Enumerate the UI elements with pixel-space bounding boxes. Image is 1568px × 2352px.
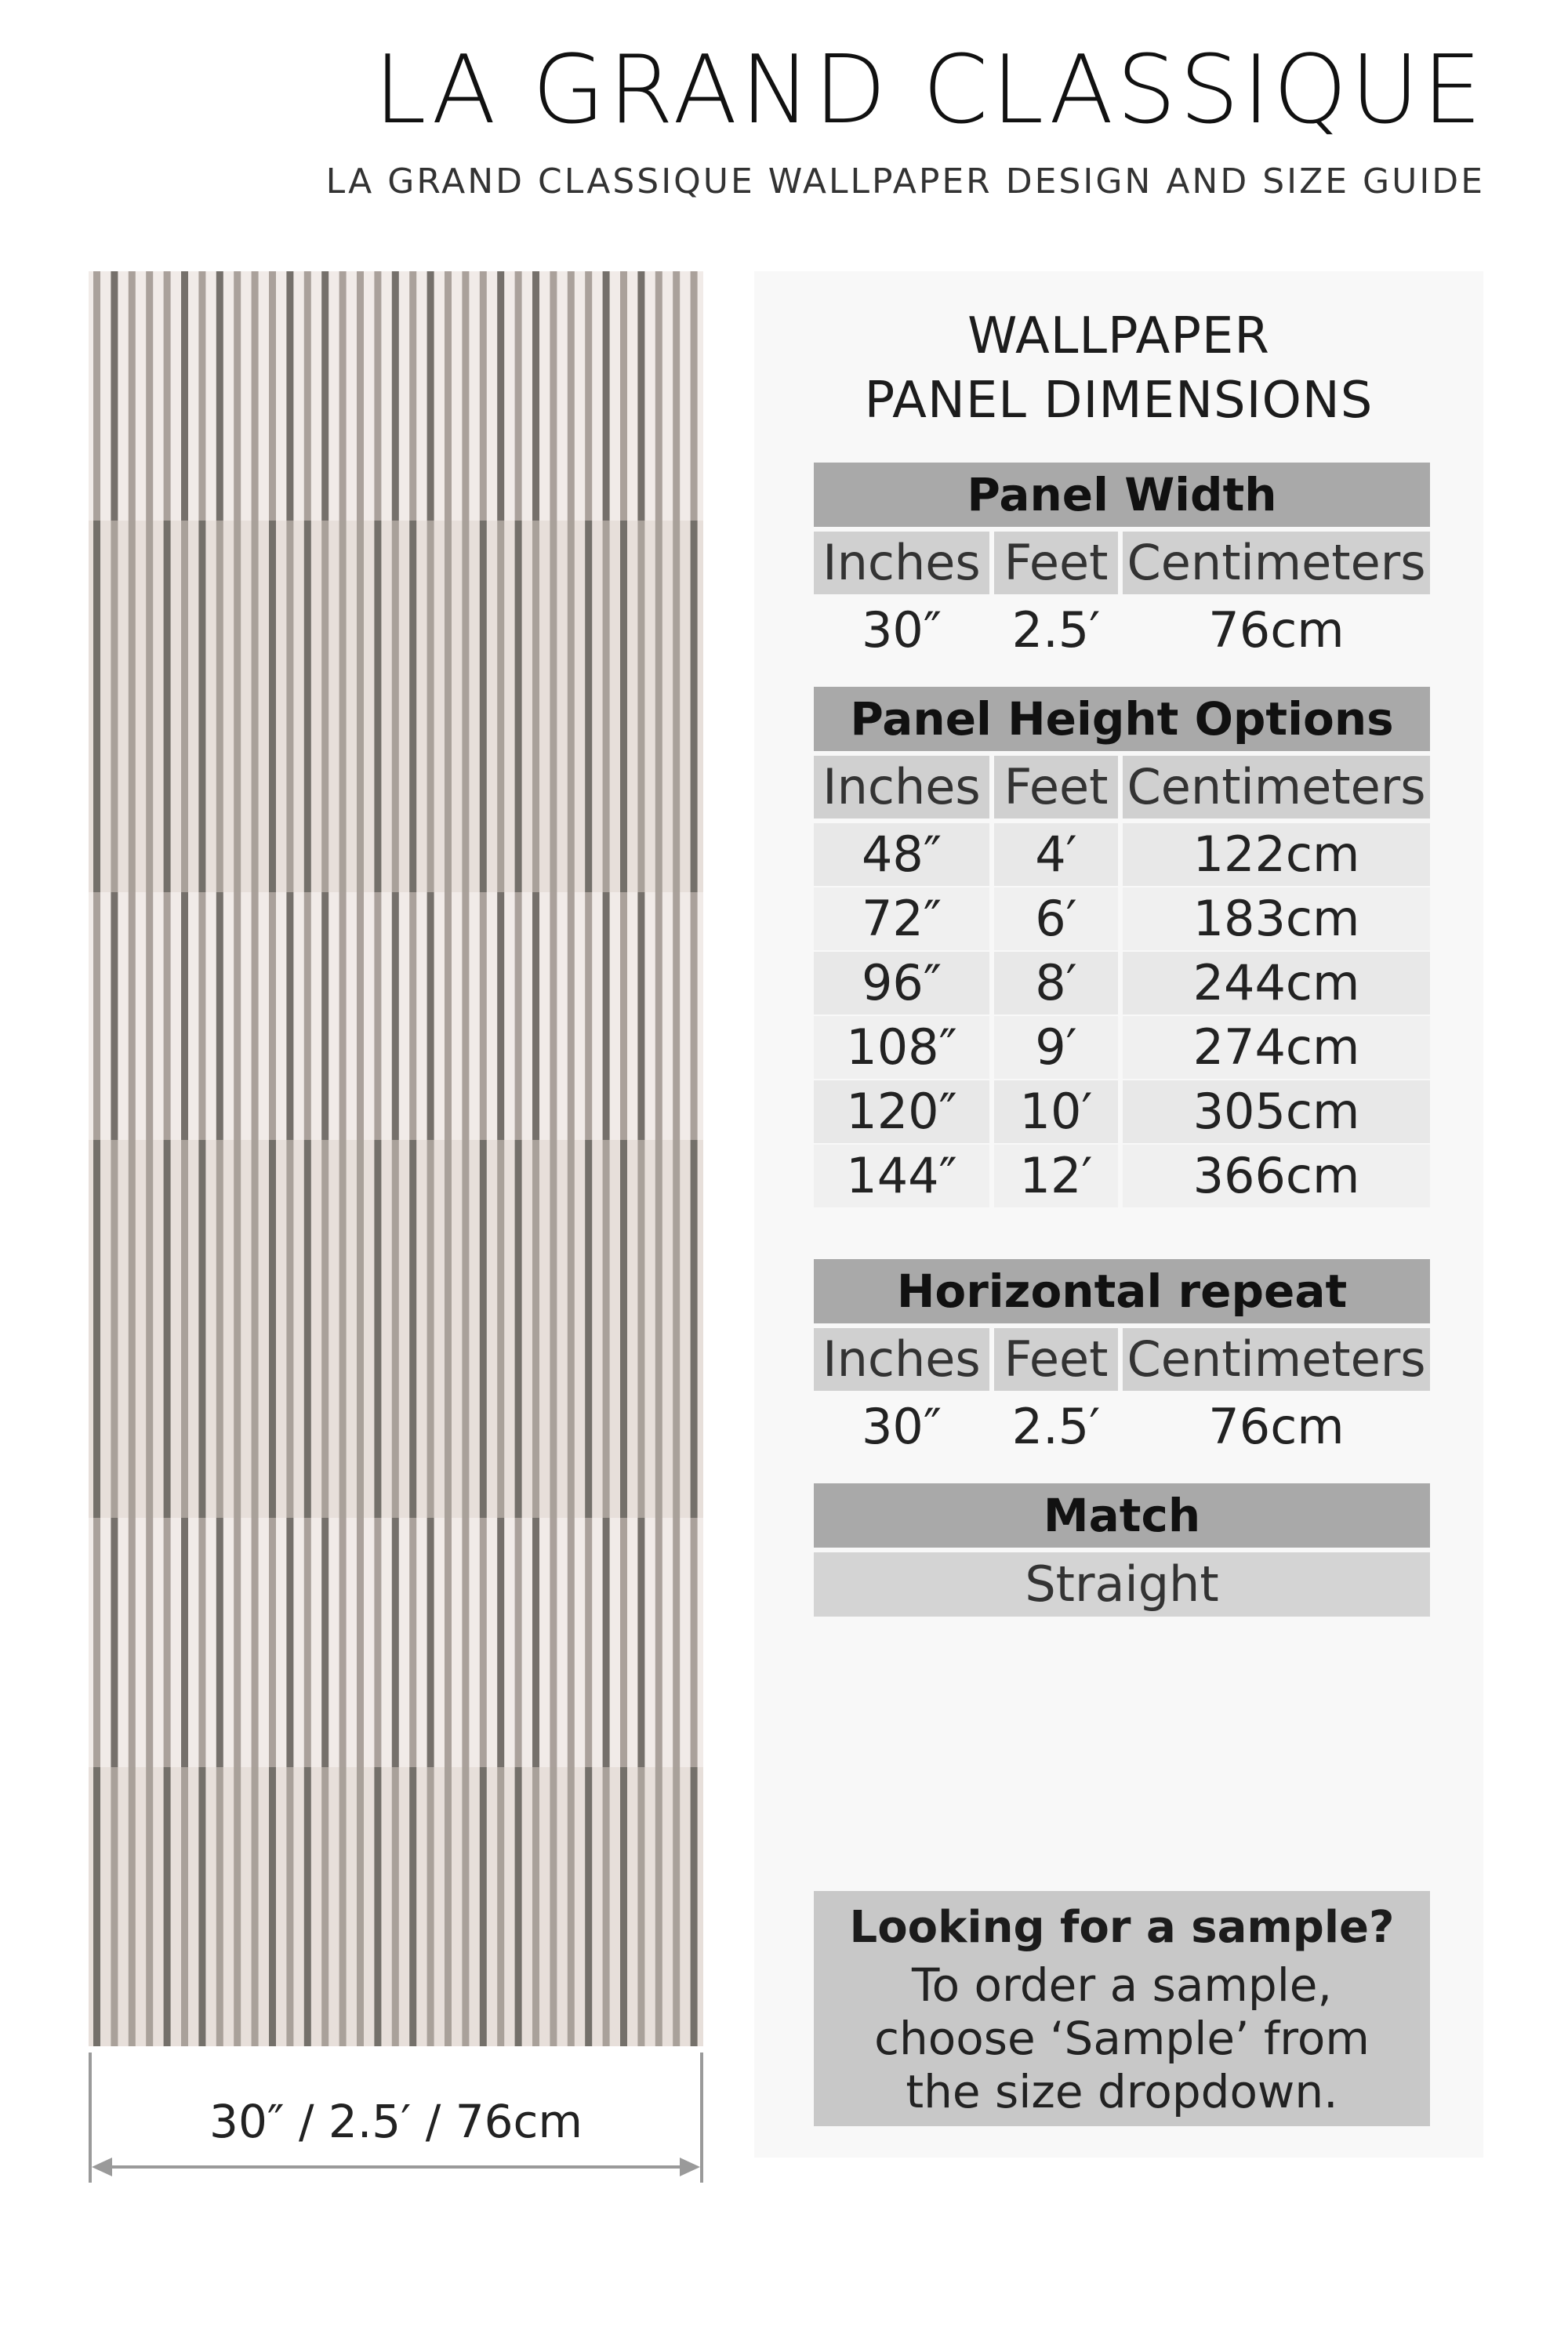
pattern-stripe [164,1518,171,1767]
pattern-stripe [568,1518,575,1767]
pattern-stripe [655,1767,662,2046]
pattern-stripe [304,1518,311,1767]
height-centimeters: 366cm [1123,1145,1430,1207]
pattern-stripe [181,1140,188,1518]
pattern-stripe [374,1518,381,1767]
pattern-stripe [374,521,381,892]
pattern-stripe [462,1140,469,1518]
panel-heading [754,304,1483,433]
pattern-stripe [637,1518,644,1767]
pattern-stripe [269,1518,276,1767]
pattern-stripe [164,521,171,892]
pattern-stripe [532,1767,539,2046]
pattern-stripe [321,1518,328,1767]
pattern-stripe [198,1140,205,1518]
pattern-stripe [269,521,276,892]
height-inches: 144″ [814,1145,989,1207]
pattern-stripe [585,892,592,1140]
pattern-stripe [286,892,293,1140]
pattern-stripe [691,892,698,1140]
horizontal-repeat-table [814,1259,1430,1458]
pattern-stripe [637,271,644,521]
panel-width-table [814,463,1430,662]
height-centimeters: 305cm [1123,1080,1430,1143]
pattern-stripe [252,1767,259,2046]
col-feet: Feet [994,532,1118,594]
brand-header [325,36,1485,201]
pattern-stripe [216,271,223,521]
pattern-stripe [216,892,223,1140]
pattern-stripe [409,271,416,521]
pattern-stripe [550,1140,557,1518]
pattern-stripe [392,271,399,521]
pattern-stripe [198,1767,205,2046]
pattern-stripe [550,271,557,521]
pattern-stripe [146,271,153,521]
pattern-stripe [691,271,698,521]
wallpaper-swatch-image [89,271,703,2046]
pattern-stripe [480,521,487,892]
pattern-stripe [216,1140,223,1518]
table-row [814,1016,1430,1079]
height-inches: 120″ [814,1080,989,1143]
pattern-stripe [392,521,399,892]
pattern-stripe [304,521,311,892]
pattern-stripe [655,271,662,521]
pattern-stripe [532,271,539,521]
pattern-stripe [93,1140,100,1518]
table-row [814,823,1430,886]
col-inches: Inches [814,756,989,818]
pattern-stripe [93,892,100,1140]
pattern-stripe [181,271,188,521]
pattern-stripe [129,1140,136,1518]
pattern-stripe [620,1518,627,1767]
pattern-stripe [637,1140,644,1518]
pattern-stripe [427,271,434,521]
panel-height-table [814,687,1430,1207]
sample-info-box [814,1891,1430,2126]
pattern-stripe [462,271,469,521]
pattern-stripe [497,1518,504,1767]
pattern-stripe [568,271,575,521]
panel-heading-line1: WALLPAPER [967,307,1270,365]
height-feet: 10′ [994,1080,1118,1143]
pattern-stripe [620,271,627,521]
pattern-stripe [532,1518,539,1767]
panel-height-title: Panel Height Options [814,687,1430,751]
pattern-stripe [357,1767,364,2046]
pattern-stripe [515,1767,522,2046]
pattern-stripe [216,1767,223,2046]
pattern-stripe [409,1767,416,2046]
table-header-row [814,532,1430,594]
pattern-stripe [234,1518,241,1767]
pattern-stripe [691,1140,698,1518]
pattern-stripe [515,271,522,521]
pattern-stripe [603,1767,610,2046]
pattern-stripe [129,1767,136,2046]
pattern-stripe [111,271,118,521]
pattern-stripe [585,1140,592,1518]
pattern-stripe [339,521,347,892]
pattern-stripe [532,521,539,892]
table-row [814,1145,1430,1207]
pattern-stripe [321,1767,328,2046]
repeat-inches: 30″ [814,1396,989,1458]
height-centimeters: 183cm [1123,887,1430,950]
pattern-stripe [93,1518,100,1767]
pattern-stripe [304,271,311,521]
pattern-stripe [129,521,136,892]
pattern-stripe [234,271,241,521]
pattern-stripe [673,1767,680,2046]
col-inches: Inches [814,532,989,594]
width-feet: 2.5′ [994,599,1118,662]
pattern-stripe [409,1140,416,1518]
pattern-stripe [357,1518,364,1767]
pattern-stripe [480,271,487,521]
pattern-stripe [655,521,662,892]
pattern-stripe [445,271,452,521]
pattern-stripe [480,1518,487,1767]
pattern-stripe [427,892,434,1140]
pattern-stripe [93,1767,100,2046]
pattern-stripe [269,271,276,521]
col-inches: Inches [814,1328,989,1391]
pattern-stripe [357,271,364,521]
pattern-stripe [445,1140,452,1518]
pattern-stripe [234,1140,241,1518]
height-centimeters: 122cm [1123,823,1430,886]
panel-width-title: Panel Width [814,463,1430,527]
pattern-stripe [603,271,610,521]
pattern-stripe [637,1767,644,2046]
height-feet: 4′ [994,823,1118,886]
pattern-stripe [603,521,610,892]
pattern-stripe [269,1140,276,1518]
pattern-stripe [198,521,205,892]
pattern-stripe [603,892,610,1140]
pattern-stripe [497,892,504,1140]
pattern-stripe [146,892,153,1140]
pattern-stripe [585,1767,592,2046]
match-value: Straight [814,1552,1430,1617]
table-row [814,1396,1430,1458]
pattern-stripe [532,1140,539,1518]
pattern-stripe [515,892,522,1140]
pattern-stripe [93,521,100,892]
pattern-stripe [286,521,293,892]
pattern-stripe [129,892,136,1140]
table-row [814,599,1430,662]
pattern-stripe [164,892,171,1140]
pattern-stripe [550,892,557,1140]
pattern-stripe [427,1140,434,1518]
pattern-stripe [637,521,644,892]
pattern-stripe [691,521,698,892]
match-table [814,1483,1430,1617]
pattern-stripe [164,1767,171,2046]
brand-title: LA GRAND CLASSIQUE [373,36,1485,145]
pattern-stripe [568,892,575,1140]
pattern-stripe [392,892,399,1140]
pattern-stripe [111,1140,118,1518]
repeat-centimeters: 76cm [1123,1396,1430,1458]
pattern-stripe [673,1140,680,1518]
height-centimeters: 274cm [1123,1016,1430,1079]
pattern-stripe [339,1518,347,1767]
pattern-stripe [321,271,328,521]
pattern-stripe [620,1140,627,1518]
pattern-stripe [445,1518,452,1767]
pattern-stripe [409,892,416,1140]
width-dimension-label: 30″ / 2.5′ / 76cm [209,2095,583,2148]
pattern-stripe [339,892,347,1140]
pattern-stripe [620,892,627,1140]
pattern-stripe [129,271,136,521]
pattern-stripe [198,1518,205,1767]
height-inches: 108″ [814,1016,989,1079]
pattern-stripe [409,1518,416,1767]
pattern-stripe [93,271,100,521]
pattern-stripe [339,1767,347,2046]
pattern-stripe [374,1140,381,1518]
brand-subtitle: LA GRAND CLASSIQUE WALLPAPER DESIGN AND SIZE GUIDE [325,162,1485,201]
dimensions-panel [754,271,1483,2158]
pattern-stripe [462,1767,469,2046]
pattern-stripe [146,1767,153,2046]
pattern-stripe [568,1767,575,2046]
pattern-stripe [673,892,680,1140]
pattern-stripe [286,1518,293,1767]
pattern-stripe [234,521,241,892]
pattern-stripe [181,1518,188,1767]
table-header-row [814,1328,1430,1391]
pattern-stripe [673,1518,680,1767]
pattern-stripe [286,1140,293,1518]
height-inches: 72″ [814,887,989,950]
pattern-stripe [129,1518,136,1767]
pattern-stripe [252,892,259,1140]
pattern-stripe [374,1767,381,2046]
pattern-stripe [550,1767,557,2046]
pattern-stripe [357,892,364,1140]
pattern-stripe [445,1767,452,2046]
pattern-stripe [550,1518,557,1767]
pattern-stripe [286,1767,293,2046]
pattern-stripe [568,1140,575,1518]
pattern-stripe [181,1767,188,2046]
pattern-stripe [480,1767,487,2046]
match-title: Match [814,1483,1430,1548]
pattern-stripe [462,892,469,1140]
pattern-stripe [550,521,557,892]
pattern-stripe [620,1767,627,2046]
pattern-stripe [673,271,680,521]
sample-line: choose ‘Sample’ from [874,2012,1370,2065]
pattern-stripe [603,1140,610,1518]
pattern-stripe [462,521,469,892]
pattern-stripe [515,521,522,892]
col-centimeters: Centimeters [1123,756,1430,818]
pattern-stripe [111,521,118,892]
pattern-stripe [304,1140,311,1518]
pattern-stripe [198,271,205,521]
height-feet: 12′ [994,1145,1118,1207]
height-feet: 9′ [994,1016,1118,1079]
pattern-stripe [164,271,171,521]
pattern-stripe [252,1518,259,1767]
pattern-stripe [568,521,575,892]
pattern-stripe [655,892,662,1140]
pattern-stripe [357,521,364,892]
pattern-stripe [427,1518,434,1767]
col-feet: Feet [994,1328,1118,1391]
pattern-stripe [216,1518,223,1767]
pattern-stripe [269,892,276,1140]
table-row [814,887,1430,950]
pattern-stripe [585,521,592,892]
height-inches: 96″ [814,952,989,1014]
table-row [814,1080,1430,1143]
pattern-stripe [146,521,153,892]
height-centimeters: 244cm [1123,952,1430,1014]
pattern-stripe [445,892,452,1140]
pattern-stripe [655,1140,662,1518]
pattern-stripe [357,1140,364,1518]
pattern-stripe [585,271,592,521]
pattern-stripe [691,1518,698,1767]
pattern-stripe [427,1767,434,2046]
pattern-stripe [304,892,311,1140]
panel-heading-line2: PANEL DIMENSIONS [864,372,1374,430]
pattern-stripe [252,1140,259,1518]
pattern-stripe [603,1518,610,1767]
pattern-stripe [480,1140,487,1518]
pattern-stripe [216,521,223,892]
height-feet: 8′ [994,952,1118,1014]
pattern-stripe [585,1518,592,1767]
height-feet: 6′ [994,887,1118,950]
pattern-stripe [164,1140,171,1518]
pattern-stripe [198,892,205,1140]
pattern-stripe [286,271,293,521]
pattern-stripe [409,521,416,892]
pattern-stripe [691,1767,698,2046]
sample-line: the size dropdown. [906,2065,1338,2118]
pattern-stripe [515,1140,522,1518]
col-centimeters: Centimeters [1123,532,1430,594]
pattern-stripe [392,1518,399,1767]
pattern-stripe [181,892,188,1140]
pattern-stripe [304,1767,311,2046]
pattern-stripe [339,271,347,521]
pattern-stripe [181,521,188,892]
pattern-stripe [374,892,381,1140]
pattern-stripe [637,892,644,1140]
repeat-feet: 2.5′ [994,1396,1118,1458]
pattern-stripe [111,892,118,1140]
sample-instructions [814,1958,1430,2118]
pattern-stripe [234,1767,241,2046]
pattern-stripe [339,1140,347,1518]
pattern-stripe [497,521,504,892]
pattern-stripe [252,271,259,521]
pattern-stripe [321,892,328,1140]
pattern-stripe [620,521,627,892]
pattern-stripe [497,1140,504,1518]
pattern-stripe [146,1518,153,1767]
pattern-stripe [321,1140,328,1518]
pattern-stripe [269,1767,276,2046]
pattern-stripe [392,1140,399,1518]
pattern-stripe [497,1767,504,2046]
width-inches: 30″ [814,599,989,662]
pattern-stripe [111,1767,118,2046]
pattern-stripe [532,892,539,1140]
pattern-stripe [462,1518,469,1767]
col-feet: Feet [994,756,1118,818]
width-centimeters: 76cm [1123,599,1430,662]
pattern-stripe [480,892,487,1140]
pattern-stripe [445,521,452,892]
pattern-stripe [673,521,680,892]
horizontal-repeat-title: Horizontal repeat [814,1259,1430,1323]
pattern-stripe [497,271,504,521]
pattern-stripe [321,521,328,892]
sample-line: To order a sample, [912,1958,1332,2012]
pattern-stripe [655,1518,662,1767]
table-header-row [814,756,1430,818]
pattern-stripe [427,521,434,892]
pattern-stripe [146,1140,153,1518]
col-centimeters: Centimeters [1123,1328,1430,1391]
table-row [814,952,1430,1014]
pattern-stripe [515,1518,522,1767]
pattern-stripe [392,1767,399,2046]
pattern-stripe [374,271,381,521]
pattern-stripe [234,892,241,1140]
pattern-stripe [111,1518,118,1767]
pattern-stripe [252,521,259,892]
sample-title: Looking for a sample? [849,1902,1395,1953]
height-inches: 48″ [814,823,989,886]
